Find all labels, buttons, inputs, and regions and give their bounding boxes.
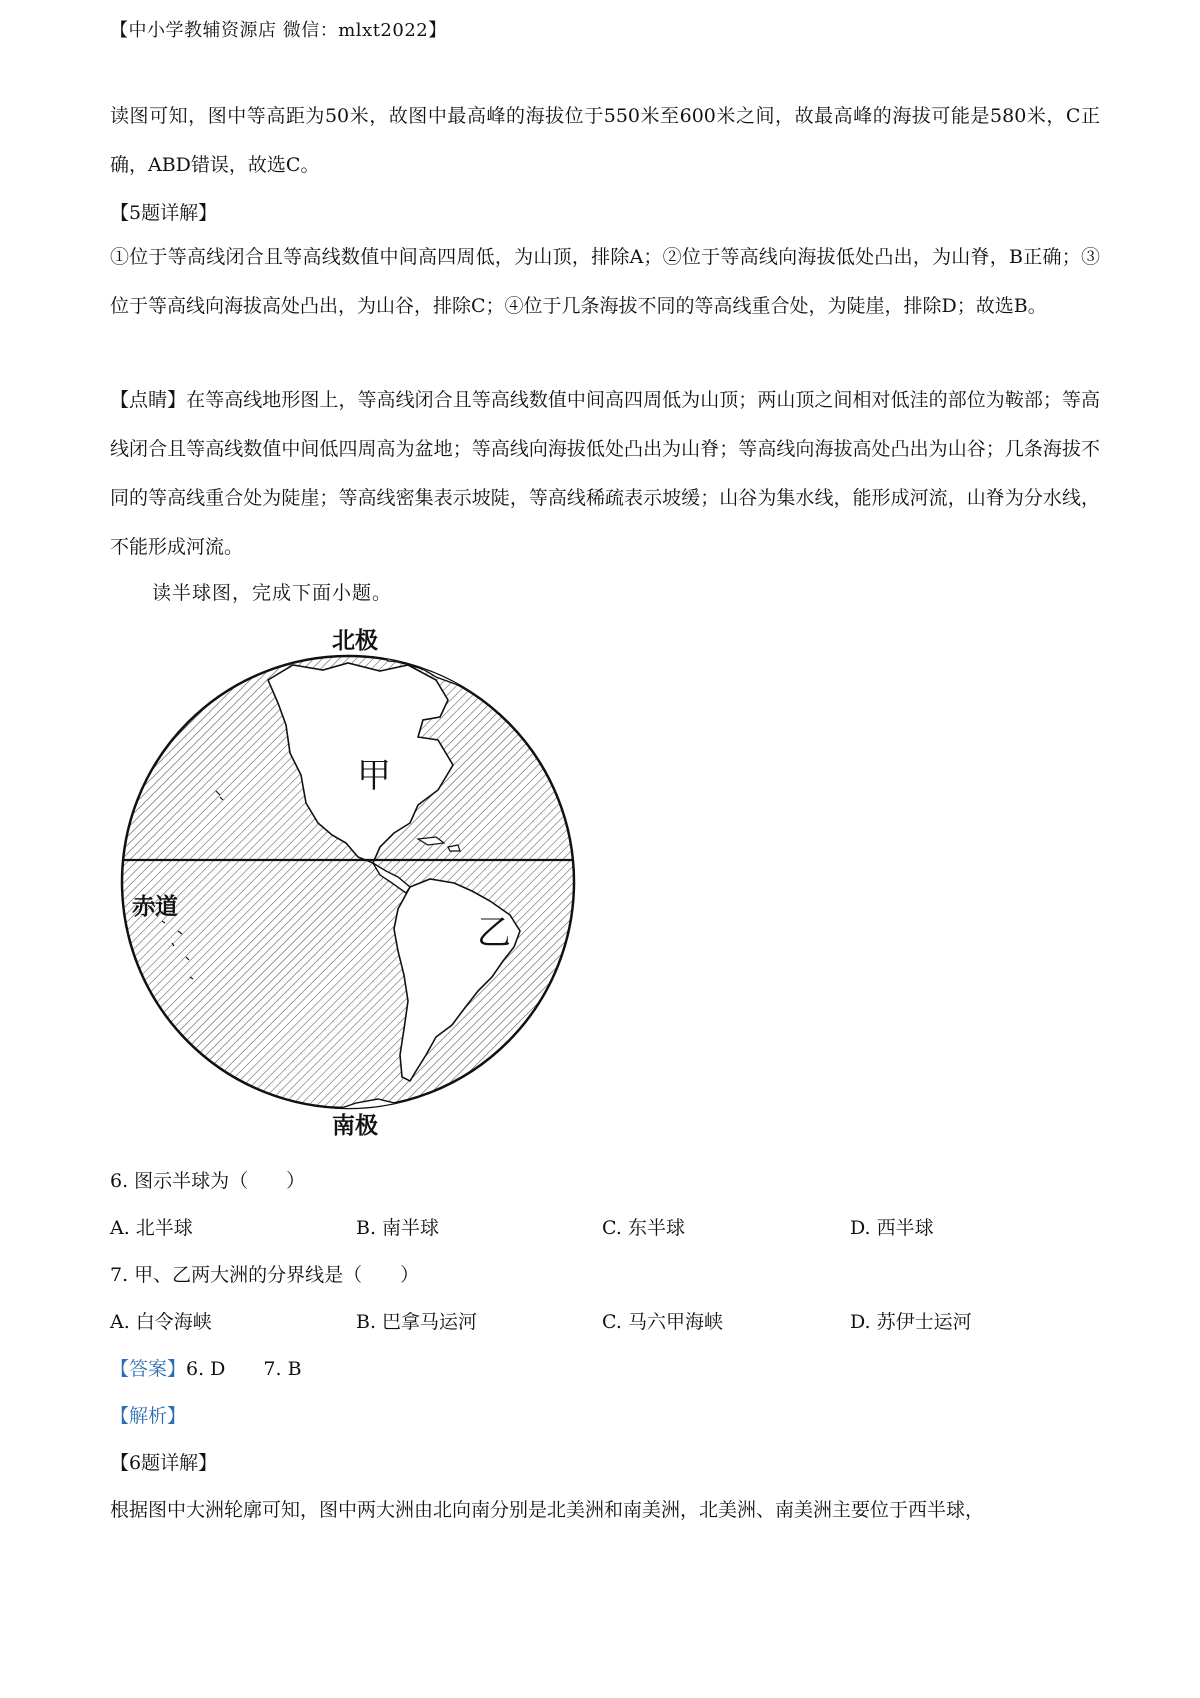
q6-explanation: 根据图中大洲轮廓可知，图中两大洲由北向南分别是北美洲和南美洲，北美洲、南美洲主要位于西半球， [110, 1499, 985, 1521]
answer-line [110, 1354, 302, 1381]
q6-heading: 【6题详解】 [110, 1452, 218, 1474]
q7-option-c: C. 马六甲海峡 [602, 1311, 723, 1333]
dianjing-label: 【点睛】 [110, 389, 187, 411]
western-hemisphere-map [118, 625, 578, 1145]
q6-stem: 6. 图示半球为（ ） [110, 1170, 306, 1192]
q5-explanation: ①位于等高线闭合且等高线数值中间高四周低，为山顶，排除A；②位于等高线向海拔低处凸出，为山脊，B正确；③位于等高线向海拔高处凸出，为山谷，排除C；④位于几条海拔不同的等高线重合处，为陡崖，排除D；故选B。 [110, 246, 1100, 317]
q7-option-b: B. 巴拿马运河 [356, 1311, 478, 1333]
q5-heading: 【5题详解】 [110, 202, 218, 224]
continent-b-label: 乙 [477, 913, 511, 953]
q4-explanation: 读图可知，图中等高距为50米，故图中最高峰的海拔位于550米至600米之间，故最高峰的海拔可能是580米，C正确，ABD错误，故选C。 [110, 105, 1100, 176]
north-pole-label: 北极 [332, 628, 378, 654]
q6-option-d: D. 西半球 [850, 1217, 934, 1239]
q7-stem: 7. 甲、乙两大洲的分界线是（ ） [110, 1264, 420, 1286]
q7-option-a: A. 白令海峡 [110, 1311, 212, 1333]
analysis-label: 【解析】 [110, 1405, 187, 1427]
q6-option-a: A. 北半球 [110, 1217, 193, 1239]
equator-label: 赤道 [132, 894, 178, 920]
header-watermark: 【中小学教辅资源店 微信：mlxt2022】 [110, 20, 447, 41]
continent-a-label: 甲 [357, 756, 391, 796]
answer-text: 6. D 7. B [186, 1358, 302, 1380]
south-pole-label: 南极 [332, 1113, 378, 1139]
figure-intro: 读半球图，完成下面小题。 [152, 582, 393, 604]
dianjing-text: 在等高线地形图上，等高线闭合且等高线数值中间高四周低为山顶；两山顶之间相对低洼的部位为鞍部；等高线闭合且等高线数值中间低四周高为盆地；等高线向海拔低处凸出为山脊；等高线向海拔高处凸出为山谷；几条海拔不同的等高线重合处为陡崖；等高线密集表示坡陡，等高线稀疏表示坡缓；山谷为集水线，能形成河流，山脊为分水线，不能形成河流。 [110, 389, 1100, 558]
q6-option-b: B. 南半球 [356, 1217, 440, 1239]
dianjing-block [110, 376, 1100, 572]
q6-option-c: C. 东半球 [602, 1217, 685, 1239]
q7-option-d: D. 苏伊士运河 [850, 1311, 972, 1333]
answer-label: 【答案】 [110, 1358, 187, 1380]
